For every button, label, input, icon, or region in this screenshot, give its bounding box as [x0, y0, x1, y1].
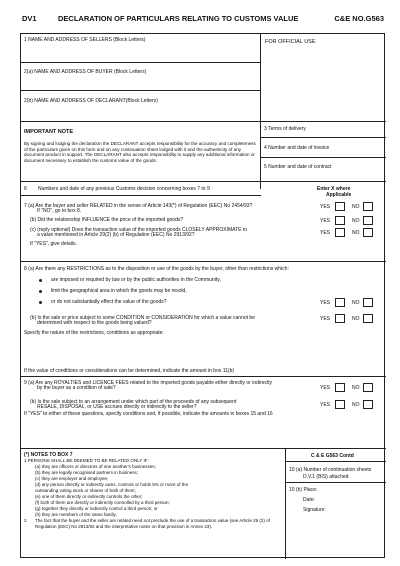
bullet-icon: [39, 301, 42, 304]
form-number: C&E NO.G563: [334, 14, 384, 23]
divider: [21, 121, 386, 122]
box7c-no-label: NO: [352, 230, 360, 236]
divider: [21, 261, 386, 262]
notes-item-a: (a) they are officers or directors of one another's businesses;: [35, 464, 156, 469]
box6-text: Numbers and date of any previous Customs decision concerning boxes 7 to 9: [38, 186, 210, 192]
important-note-text: By signing and lodging the declaration the DECLARANT accepts responsibility for the accuracy and completeness of the particulars given on this form and on any continuation sheet lodged with it and the authenticity of any document product in support. The DECLARANT also accepts responsibility to supply any additional information or document necessary to establish the customs value of the goods.: [24, 141, 256, 164]
notes-2-number: 2: [24, 518, 27, 523]
divider: [285, 448, 286, 559]
contd-heading: C & E G563 Contd: [311, 453, 354, 459]
box9b-no-checkbox[interactable]: [363, 400, 373, 409]
box8b-no-checkbox[interactable]: [363, 314, 373, 323]
box8b-yes-checkbox[interactable]: [335, 314, 345, 323]
box9b-sub: RESALE, DISPOSAL, or USE accrues directly or indirectly to the seller?: [37, 404, 197, 410]
divider: [285, 482, 386, 483]
box8-footer: If the value of conditions or considerations can be determined, indicate the amount in box 11(b): [24, 368, 235, 374]
box7a-no-label: NO: [352, 204, 360, 210]
box7b-yes-label: YES: [320, 218, 331, 224]
box7c-question: (c) (reply optional) Does the transaction value of the imported goods CLOSELY APPROXIMATE to: [30, 227, 248, 233]
box7a-yes-checkbox[interactable]: [335, 202, 345, 211]
box8b-no-label: NO: [352, 316, 360, 322]
enter-x-label: Enter X where: [317, 186, 351, 192]
box7c-yes-label: YES: [320, 230, 331, 236]
box7a-yes-label: YES: [320, 204, 331, 210]
form-title: DECLARATION OF PARTICULARS RELATING TO CUSTOMS VALUE: [58, 14, 299, 23]
box8b-sub: determined with respect to the goods being valued?: [37, 320, 152, 326]
box5-label: 5 Number and date of contract: [264, 164, 332, 170]
box9a-yes-checkbox[interactable]: [335, 383, 345, 392]
notes-item-b: (b) they are legally recognised partners in business;: [35, 470, 139, 475]
box7a-sub: If "NO", go to box 8.: [37, 208, 82, 214]
box7b-yes-checkbox[interactable]: [335, 216, 345, 225]
box9b-question: (b) Is the sale subject to an arrangement under which part of the proceeds of any subsequent: [30, 399, 237, 405]
box10a-label: 10 (a) Number of continuation sheets: [289, 467, 372, 473]
declaration-form: [20, 33, 385, 558]
box10b-place-label: 10 (b) Place:: [289, 487, 318, 493]
box8b-yes-label: YES: [320, 316, 331, 322]
box9a-yes-label: YES: [320, 385, 331, 391]
box8a-bullet-2: limit the geographical area in which the goods may be resold,: [51, 288, 187, 294]
notes-intro: 1 PERSONS SHALL BE DEEMED TO BE RELATED ONLY IF:: [24, 458, 149, 463]
divider: [21, 448, 386, 449]
notes-2-text: The fact that the buyer and the seller are related need not preclude the use of a transaction value (see Article 29 (2) of Regulation (EEC) No 2913/92 and the interpretative notes on that provision in Annex 23).: [35, 518, 270, 529]
divider: [21, 62, 260, 63]
box8a-yes-label: YES: [320, 300, 331, 306]
box3-label: 3 Terms of delivery: [264, 126, 306, 132]
important-note-heading: IMPORTANT NOTE: [24, 129, 74, 135]
notes-heading: (*) NOTES TO BOX 7: [24, 452, 73, 458]
box9a-no-label: NO: [352, 385, 360, 391]
divider: [21, 195, 261, 196]
divider: [260, 34, 261, 189]
box7a-question: 7 (a) Are the buyer and seller RELATED in the sense of Article 143(*) of Regulation (EEC) No 2454/93?: [24, 203, 253, 209]
notes-item-g: (g) together they directly or indirectly control a third person; or: [35, 506, 158, 511]
box10a-sub: D.V.1 (BIS) attached: [303, 474, 349, 480]
applicable-label: Applicable: [326, 192, 352, 198]
box9a-no-checkbox[interactable]: [363, 383, 373, 392]
notes-item-d: (d) any person directly or indirectly owns, controls or holds 5% or more of the: [35, 482, 189, 487]
box7b-question: (b) Did the relationship INFLUENCE the price of the imported goods?: [30, 217, 184, 223]
date-label: Date:: [303, 497, 315, 503]
box9a-sub: by the buyer as a condition of sale?: [37, 385, 116, 391]
official-use-label: FOR OFFICIAL USE: [265, 39, 316, 45]
notes-item-d-cont: outstanding voting stock or shares of both of them;: [35, 488, 136, 493]
box7-footer: If "YES", give details.: [30, 241, 77, 247]
box8a-question: 8 (a) Are there any RESTRICTIONS as to the disposition or use of the goods by the buyer, other than restrictions which:: [24, 266, 289, 272]
box9b-yes-label: YES: [320, 402, 331, 408]
divider: [21, 181, 386, 182]
signature-label: Signature:: [303, 507, 326, 513]
notes-item-f: (f) both of them are directly or indirectly controlled by a third person;: [35, 500, 170, 505]
divider: [21, 90, 260, 91]
box8a-no-label: NO: [352, 300, 360, 306]
divider: [260, 137, 386, 138]
divider: [285, 461, 386, 462]
form-header: [22, 14, 384, 26]
bullet-icon: [39, 290, 42, 293]
box7a-no-checkbox[interactable]: [363, 202, 373, 211]
box8a-bullet-1: are imposed or required by law or by the public authorities in the Community,: [51, 277, 221, 283]
notes-item-h: (h) they are members of the same family.: [35, 512, 117, 517]
box2b-label: 2(b) NAME AND ADDRESS OF DECLARANT(Block Letters): [24, 98, 158, 104]
box2a-label: 2(a) NAME AND ADDRESS OF BUYER (Block Letters): [24, 69, 147, 75]
notes-item-c: (c) they are employer and employee;: [35, 476, 109, 481]
box7b-no-checkbox[interactable]: [363, 216, 373, 225]
box8-specify: Specify the nature of the restrictions, conditions as appropriate:: [24, 330, 164, 336]
form-code: DV1: [22, 14, 37, 23]
box8a-yes-checkbox[interactable]: [335, 298, 345, 307]
box1-label: 1 NAME AND ADDRESS OF SELLERS (Block Letters): [24, 37, 146, 43]
box7c-yes-checkbox[interactable]: [335, 228, 345, 237]
divider: [21, 376, 386, 377]
box9a-question: 9 (a) Are any ROYALTIES and LICENCE FEES related to the imported goods payable either directly or indirectly: [24, 380, 272, 386]
box7c-sub: a value mentioned in Article 29(2) (b) of Regulation (EEC) No 2913/92?: [37, 232, 195, 238]
box7c-no-checkbox[interactable]: [363, 228, 373, 237]
box7b-no-label: NO: [352, 218, 360, 224]
divider: [260, 157, 386, 158]
box9-footer: If "YES" to either of these questions, specify conditions and, if possible, indicate the amounts in boxes 15 and 16: [24, 411, 273, 417]
box8b-question: (b) Is the sale or price subject to some CONDITION or CONSIDERATION for which a value cannot be: [30, 315, 255, 321]
box8a-no-checkbox[interactable]: [363, 298, 373, 307]
box6-number: 6: [24, 186, 27, 192]
box4-label: 4 Number and date of invoice: [264, 145, 330, 151]
notes-item-e: (e) one of them directly or indirectly controls the other;: [35, 494, 143, 499]
bullet-icon: [39, 279, 42, 282]
box9b-yes-checkbox[interactable]: [335, 400, 345, 409]
box9b-no-label: NO: [352, 402, 360, 408]
box8a-bullet-3: or do not substantially effect the value of the goods?: [51, 299, 167, 305]
